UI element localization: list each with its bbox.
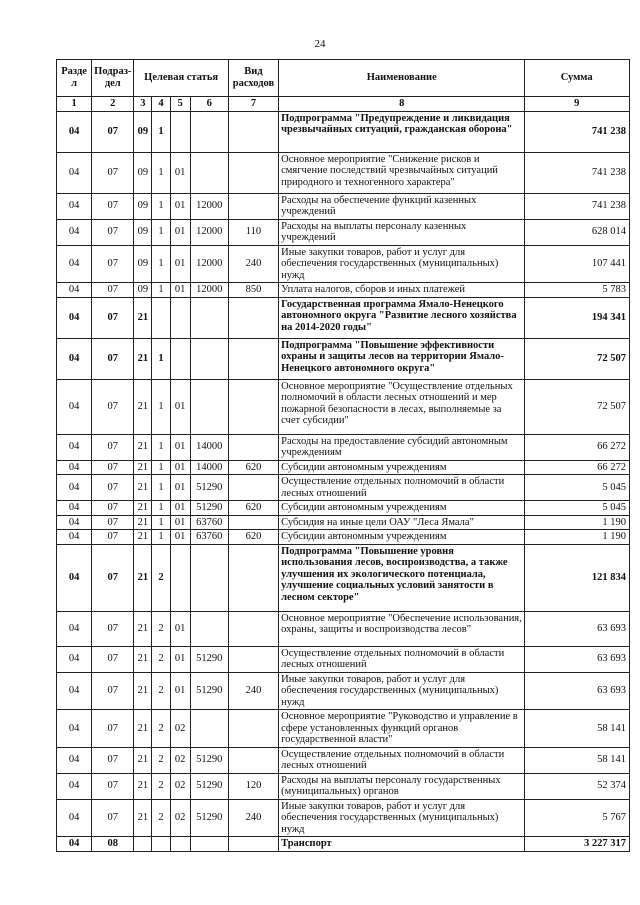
cell-podrazdel: 07 xyxy=(92,297,134,338)
cell-razdel: 04 xyxy=(57,152,92,193)
column-number: 8 xyxy=(279,97,525,112)
cell-target-event: 01 xyxy=(170,646,190,672)
cell-razdel: 04 xyxy=(57,475,92,501)
cell-target-program: 21 xyxy=(134,434,152,460)
cell-sum: 66 272 xyxy=(525,460,630,475)
cell-expense-type xyxy=(228,434,278,460)
cell-expense-type: 120 xyxy=(228,773,278,799)
cell-target-subprogram xyxy=(152,297,170,338)
cell-razdel: 04 xyxy=(57,515,92,530)
cell-target-event xyxy=(170,338,190,379)
cell-razdel: 04 xyxy=(57,434,92,460)
cell-podrazdel: 07 xyxy=(92,245,134,283)
cell-target-program: 09 xyxy=(134,111,152,152)
table-row xyxy=(57,219,630,245)
table-row xyxy=(57,710,630,748)
cell-target-program: 21 xyxy=(134,297,152,338)
table-row xyxy=(57,515,630,530)
cell-podrazdel: 07 xyxy=(92,515,134,530)
cell-target-event xyxy=(170,297,190,338)
cell-target-program xyxy=(134,837,152,852)
cell-sum: 5 783 xyxy=(525,283,630,298)
cell-target-direction: 63760 xyxy=(190,530,228,545)
cell-target-program: 21 xyxy=(134,475,152,501)
cell-sum: 63 693 xyxy=(525,646,630,672)
table-row xyxy=(57,283,630,298)
cell-target-direction xyxy=(190,837,228,852)
cell-name: Расходы на обеспечение функций казенных учреждений xyxy=(279,193,525,219)
cell-target-event: 02 xyxy=(170,773,190,799)
cell-name: Основное мероприятие "Снижение рисков и смягчение последствий чрезвычайных ситуаций природного и техногенного характера" xyxy=(279,152,525,193)
cell-podrazdel: 07 xyxy=(92,152,134,193)
cell-target-program: 21 xyxy=(134,379,152,434)
cell-podrazdel: 07 xyxy=(92,475,134,501)
cell-expense-type: 240 xyxy=(228,672,278,710)
cell-target-subprogram: 1 xyxy=(152,245,170,283)
cell-target-direction: 12000 xyxy=(190,193,228,219)
cell-razdel: 04 xyxy=(57,773,92,799)
cell-name: Расходы на выплаты персоналу казенных учреждений xyxy=(279,219,525,245)
table-row xyxy=(57,672,630,710)
cell-podrazdel: 07 xyxy=(92,544,134,611)
cell-sum: 63 693 xyxy=(525,672,630,710)
table-row xyxy=(57,544,630,611)
cell-sum: 107 441 xyxy=(525,245,630,283)
cell-expense-type xyxy=(228,747,278,773)
cell-razdel: 04 xyxy=(57,799,92,837)
cell-target-subprogram: 2 xyxy=(152,672,170,710)
cell-podrazdel: 07 xyxy=(92,672,134,710)
cell-sum: 66 272 xyxy=(525,434,630,460)
cell-target-event: 01 xyxy=(170,434,190,460)
cell-podrazdel: 07 xyxy=(92,379,134,434)
cell-sum: 1 190 xyxy=(525,515,630,530)
table-row xyxy=(57,111,630,152)
cell-sum: 628 014 xyxy=(525,219,630,245)
cell-expense-type xyxy=(228,152,278,193)
table-row xyxy=(57,799,630,837)
cell-razdel: 04 xyxy=(57,379,92,434)
cell-target-program: 21 xyxy=(134,544,152,611)
cell-target-subprogram: 1 xyxy=(152,530,170,545)
cell-podrazdel: 07 xyxy=(92,530,134,545)
cell-target-subprogram: 1 xyxy=(152,475,170,501)
cell-sum: 741 238 xyxy=(525,111,630,152)
cell-target-program: 21 xyxy=(134,710,152,748)
cell-target-direction: 51290 xyxy=(190,475,228,501)
cell-target-subprogram: 1 xyxy=(152,515,170,530)
cell-target-program: 21 xyxy=(134,672,152,710)
cell-sum: 58 141 xyxy=(525,747,630,773)
cell-target-subprogram: 1 xyxy=(152,219,170,245)
cell-expense-type xyxy=(228,515,278,530)
cell-razdel: 04 xyxy=(57,460,92,475)
cell-target-event: 01 xyxy=(170,245,190,283)
cell-razdel: 04 xyxy=(57,530,92,545)
cell-name: Основное мероприятие "Осуществление отдельных полномочий в области лесных отношений и мер пожарной безопасности в лесах, выполняемые за счет субсидии" xyxy=(279,379,525,434)
column-number: 5 xyxy=(170,97,190,112)
cell-razdel: 04 xyxy=(57,111,92,152)
cell-expense-type: 240 xyxy=(228,245,278,283)
cell-target-direction xyxy=(190,338,228,379)
header-sum: Сумма xyxy=(525,60,630,97)
cell-sum: 3 227 317 xyxy=(525,837,630,852)
cell-razdel: 04 xyxy=(57,193,92,219)
cell-razdel: 04 xyxy=(57,338,92,379)
cell-target-direction: 51290 xyxy=(190,646,228,672)
cell-target-direction: 51290 xyxy=(190,773,228,799)
cell-sum: 5 767 xyxy=(525,799,630,837)
table-row xyxy=(57,245,630,283)
column-number: 1 xyxy=(57,97,92,112)
cell-name: Транспорт xyxy=(279,837,525,852)
cell-target-event: 01 xyxy=(170,219,190,245)
cell-target-program: 09 xyxy=(134,193,152,219)
cell-sum: 72 507 xyxy=(525,379,630,434)
cell-podrazdel: 07 xyxy=(92,434,134,460)
cell-target-direction xyxy=(190,111,228,152)
cell-target-event xyxy=(170,544,190,611)
cell-expense-type xyxy=(228,297,278,338)
cell-name: Иные закупки товаров, работ и услуг для обеспечения государственных (муниципальных) нужд xyxy=(279,672,525,710)
table-row xyxy=(57,297,630,338)
cell-name: Государственная программа Ямало-Ненецкого автономного округа "Развитие лесного хозяйства на 2014-2020 годы" xyxy=(279,297,525,338)
cell-name: Иные закупки товаров, работ и услуг для обеспечения государственных (муниципальных) нужд xyxy=(279,245,525,283)
cell-name: Субсидии автономным учреждениям xyxy=(279,501,525,516)
table-row xyxy=(57,837,630,852)
cell-target-direction: 51290 xyxy=(190,501,228,516)
cell-target-subprogram: 2 xyxy=(152,799,170,837)
cell-sum: 63 693 xyxy=(525,611,630,646)
cell-target-event: 01 xyxy=(170,460,190,475)
cell-expense-type xyxy=(228,544,278,611)
table-row xyxy=(57,379,630,434)
table-row xyxy=(57,530,630,545)
cell-target-direction xyxy=(190,152,228,193)
cell-name: Подпрограмма "Предупреждение и ликвидация чрезвычайных ситуаций, гражданская оборона" xyxy=(279,111,525,152)
cell-target-direction: 51290 xyxy=(190,747,228,773)
cell-target-direction: 12000 xyxy=(190,283,228,298)
cell-target-subprogram: 1 xyxy=(152,434,170,460)
column-number: 3 xyxy=(134,97,152,112)
cell-target-direction xyxy=(190,544,228,611)
cell-target-event: 01 xyxy=(170,193,190,219)
header-razdel: Разде л xyxy=(57,60,92,97)
table-row xyxy=(57,773,630,799)
cell-target-subprogram: 2 xyxy=(152,747,170,773)
column-number: 4 xyxy=(152,97,170,112)
cell-name: Осуществление отдельных полномочий в области лесных отношений xyxy=(279,475,525,501)
cell-expense-type xyxy=(228,193,278,219)
cell-sum: 194 341 xyxy=(525,297,630,338)
table-row xyxy=(57,475,630,501)
cell-expense-type xyxy=(228,475,278,501)
table-row xyxy=(57,501,630,516)
column-numbers-row xyxy=(57,97,630,112)
cell-target-subprogram: 1 xyxy=(152,501,170,516)
cell-target-direction xyxy=(190,379,228,434)
cell-target-direction xyxy=(190,611,228,646)
cell-name: Подпрограмма "Повышение эффективности охраны и защиты лесов на территории Ямало-Ненецкого автономного округа" xyxy=(279,338,525,379)
cell-name: Основное мероприятие "Руководство и управление в сфере установленных функций органов государственной власти" xyxy=(279,710,525,748)
cell-target-direction: 12000 xyxy=(190,219,228,245)
cell-razdel: 04 xyxy=(57,245,92,283)
cell-target-event: 02 xyxy=(170,799,190,837)
cell-razdel: 04 xyxy=(57,283,92,298)
cell-target-event: 01 xyxy=(170,530,190,545)
table-row xyxy=(57,338,630,379)
cell-podrazdel: 07 xyxy=(92,219,134,245)
cell-target-program: 09 xyxy=(134,219,152,245)
cell-sum: 1 190 xyxy=(525,530,630,545)
cell-razdel: 04 xyxy=(57,544,92,611)
cell-name: Иные закупки товаров, работ и услуг для обеспечения государственных (муниципальных) нужд xyxy=(279,799,525,837)
cell-sum: 5 045 xyxy=(525,501,630,516)
cell-target-program: 21 xyxy=(134,799,152,837)
cell-podrazdel: 07 xyxy=(92,710,134,748)
cell-target-event: 01 xyxy=(170,501,190,516)
cell-sum: 741 238 xyxy=(525,152,630,193)
cell-name: Субсидии автономным учреждениям xyxy=(279,530,525,545)
cell-name: Субсидия на иные цели ОАУ "Леса Ямала" xyxy=(279,515,525,530)
cell-target-event: 01 xyxy=(170,515,190,530)
cell-target-direction: 51290 xyxy=(190,799,228,837)
cell-expense-type xyxy=(228,646,278,672)
cell-target-event xyxy=(170,837,190,852)
cell-razdel: 04 xyxy=(57,646,92,672)
cell-target-event: 01 xyxy=(170,283,190,298)
cell-target-subprogram: 1 xyxy=(152,111,170,152)
cell-podrazdel: 07 xyxy=(92,747,134,773)
column-number: 7 xyxy=(228,97,278,112)
cell-target-event: 01 xyxy=(170,152,190,193)
cell-sum: 121 834 xyxy=(525,544,630,611)
cell-razdel: 04 xyxy=(57,501,92,516)
column-number: 6 xyxy=(190,97,228,112)
cell-target-event: 02 xyxy=(170,710,190,748)
cell-expense-type: 850 xyxy=(228,283,278,298)
cell-podrazdel: 07 xyxy=(92,646,134,672)
cell-name: Расходы на выплаты персоналу государственных (муниципальных) органов xyxy=(279,773,525,799)
cell-target-direction: 51290 xyxy=(190,672,228,710)
cell-expense-type xyxy=(228,379,278,434)
cell-target-event: 01 xyxy=(170,379,190,434)
cell-target-program: 21 xyxy=(134,530,152,545)
cell-expense-type xyxy=(228,338,278,379)
header-podrazdel: Подраз- дел xyxy=(92,60,134,97)
cell-sum: 741 238 xyxy=(525,193,630,219)
cell-expense-type: 620 xyxy=(228,530,278,545)
cell-target-subprogram: 2 xyxy=(152,773,170,799)
cell-razdel: 04 xyxy=(57,747,92,773)
cell-target-subprogram xyxy=(152,837,170,852)
cell-podrazdel: 07 xyxy=(92,611,134,646)
table-body xyxy=(57,60,630,852)
table-row xyxy=(57,646,630,672)
cell-razdel: 04 xyxy=(57,611,92,646)
page-number: 24 xyxy=(314,38,326,50)
cell-expense-type: 110 xyxy=(228,219,278,245)
cell-target-subprogram: 1 xyxy=(152,283,170,298)
cell-expense-type: 620 xyxy=(228,501,278,516)
table-row xyxy=(57,434,630,460)
cell-target-direction xyxy=(190,710,228,748)
cell-sum: 58 141 xyxy=(525,710,630,748)
cell-target-subprogram: 2 xyxy=(152,611,170,646)
cell-razdel: 04 xyxy=(57,297,92,338)
cell-name: Подпрограмма "Повышение уровня использования лесов, воспроизводства, а также улучшения их экологического потенциала, улучшение социальных условий занятости в лесном секторе" xyxy=(279,544,525,611)
cell-razdel: 04 xyxy=(57,710,92,748)
header-target: Целевая статья xyxy=(134,60,228,97)
cell-target-subprogram: 2 xyxy=(152,646,170,672)
cell-target-program: 21 xyxy=(134,338,152,379)
cell-name: Основное мероприятие "Обеспечение использования, охраны, защиты и воспроизводства лесов" xyxy=(279,611,525,646)
cell-razdel: 04 xyxy=(57,672,92,710)
cell-expense-type xyxy=(228,111,278,152)
column-number: 2 xyxy=(92,97,134,112)
cell-target-subprogram: 2 xyxy=(152,710,170,748)
cell-target-program: 21 xyxy=(134,515,152,530)
cell-target-program: 09 xyxy=(134,283,152,298)
cell-target-program: 09 xyxy=(134,152,152,193)
cell-podrazdel: 07 xyxy=(92,283,134,298)
cell-podrazdel: 07 xyxy=(92,460,134,475)
cell-sum: 52 374 xyxy=(525,773,630,799)
cell-razdel: 04 xyxy=(57,837,92,852)
cell-target-direction: 14000 xyxy=(190,434,228,460)
cell-target-subprogram: 1 xyxy=(152,338,170,379)
cell-target-subprogram: 1 xyxy=(152,193,170,219)
cell-target-program: 21 xyxy=(134,611,152,646)
cell-razdel: 04 xyxy=(57,219,92,245)
cell-podrazdel: 07 xyxy=(92,111,134,152)
cell-target-subprogram: 1 xyxy=(152,379,170,434)
cell-sum: 5 045 xyxy=(525,475,630,501)
cell-name: Субсидии автономным учреждениям xyxy=(279,460,525,475)
header-row xyxy=(57,60,630,97)
cell-target-event xyxy=(170,111,190,152)
cell-name: Осуществление отдельных полномочий в области лесных отношений xyxy=(279,646,525,672)
table-row xyxy=(57,152,630,193)
cell-target-subprogram: 1 xyxy=(152,152,170,193)
cell-target-direction: 12000 xyxy=(190,245,228,283)
cell-expense-type: 240 xyxy=(228,799,278,837)
cell-target-event: 02 xyxy=(170,747,190,773)
cell-target-program: 21 xyxy=(134,646,152,672)
cell-target-program: 21 xyxy=(134,747,152,773)
cell-target-program: 21 xyxy=(134,501,152,516)
cell-target-event: 01 xyxy=(170,475,190,501)
cell-target-program: 21 xyxy=(134,773,152,799)
header-name: Наименование xyxy=(279,60,525,97)
column-number: 9 xyxy=(525,97,630,112)
budget-table xyxy=(56,59,630,852)
cell-name: Уплата налогов, сборов и иных платежей xyxy=(279,283,525,298)
cell-target-program: 09 xyxy=(134,245,152,283)
cell-target-program: 21 xyxy=(134,460,152,475)
cell-expense-type xyxy=(228,837,278,852)
cell-target-event: 01 xyxy=(170,611,190,646)
table-row xyxy=(57,611,630,646)
cell-expense-type xyxy=(228,611,278,646)
cell-expense-type: 620 xyxy=(228,460,278,475)
cell-target-direction: 63760 xyxy=(190,515,228,530)
cell-name: Осуществление отдельных полномочий в области лесных отношений xyxy=(279,747,525,773)
cell-target-direction xyxy=(190,297,228,338)
cell-podrazdel: 07 xyxy=(92,773,134,799)
cell-podrazdel: 07 xyxy=(92,193,134,219)
cell-target-direction: 14000 xyxy=(190,460,228,475)
cell-podrazdel: 07 xyxy=(92,338,134,379)
cell-podrazdel: 07 xyxy=(92,799,134,837)
cell-podrazdel: 08 xyxy=(92,837,134,852)
cell-target-event: 01 xyxy=(170,672,190,710)
table-row xyxy=(57,747,630,773)
cell-sum: 72 507 xyxy=(525,338,630,379)
cell-name: Расходы на предоставление субсидий автономным учреждениям xyxy=(279,434,525,460)
table-row xyxy=(57,193,630,219)
cell-target-subprogram: 2 xyxy=(152,544,170,611)
header-vid: Вид расходов xyxy=(228,60,278,97)
cell-target-subprogram: 1 xyxy=(152,460,170,475)
cell-podrazdel: 07 xyxy=(92,501,134,516)
table-row xyxy=(57,460,630,475)
cell-expense-type xyxy=(228,710,278,748)
